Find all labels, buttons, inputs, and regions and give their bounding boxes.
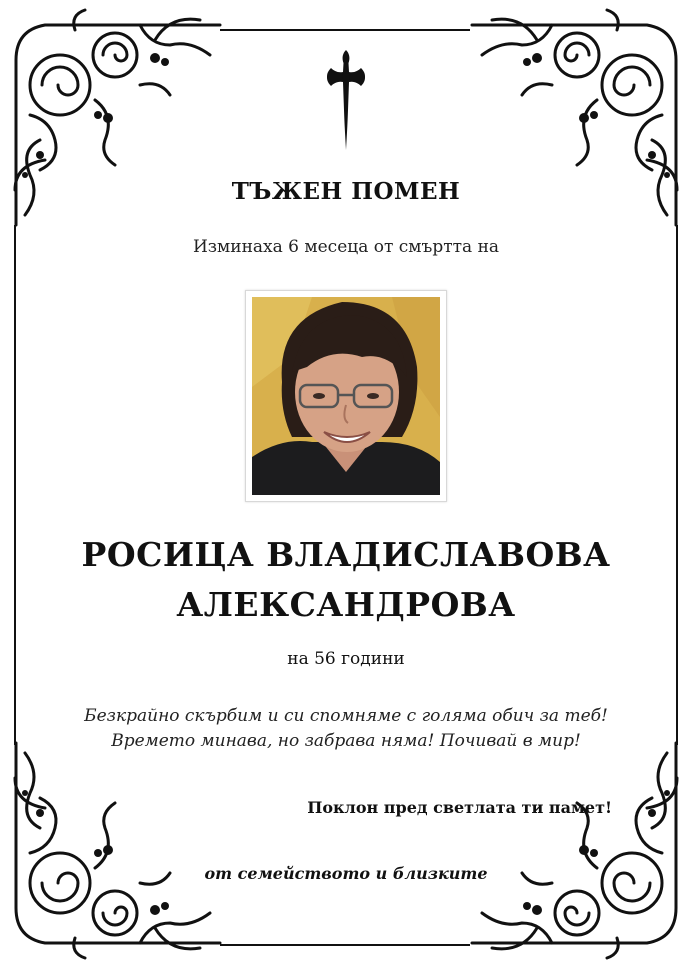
- notice-subtitle: Изминаха 6 месеца от смъртта на: [192, 237, 500, 257]
- orthodox-cross-icon: [316, 50, 376, 150]
- deceased-name-line1: РОСИЦА ВЛАДИСЛАВОВА: [81, 535, 611, 574]
- frame-bottom-line: [220, 944, 470, 946]
- deceased-name-line2: АЛЕКСАНДРОВА: [176, 585, 516, 624]
- family-signature: от семейството и близките: [204, 864, 488, 883]
- notice-title: ТЪЖЕН ПОМЕН: [231, 178, 461, 205]
- portrait-photo: [252, 297, 440, 495]
- swirl-ornament-icon: [472, 743, 677, 958]
- portrait-illustration: [252, 297, 440, 495]
- frame-top-line: [220, 29, 470, 31]
- deceased-age: на 56 години: [287, 649, 405, 669]
- corner-ornament-bottom-left: [0, 738, 230, 968]
- remembrance-message: Безкрайно скърбим и си спомняме с голяма обич за теб! Времето минава, но забрава няма! Почивай в мир!: [84, 706, 608, 751]
- tribute-line: Поклон пред светлата ти памет!: [307, 798, 612, 817]
- portrait-frame: [245, 290, 447, 502]
- corner-ornament-bottom-right: [462, 738, 692, 968]
- swirl-ornament-icon: [15, 743, 220, 958]
- deceased-name: [0, 530, 692, 630]
